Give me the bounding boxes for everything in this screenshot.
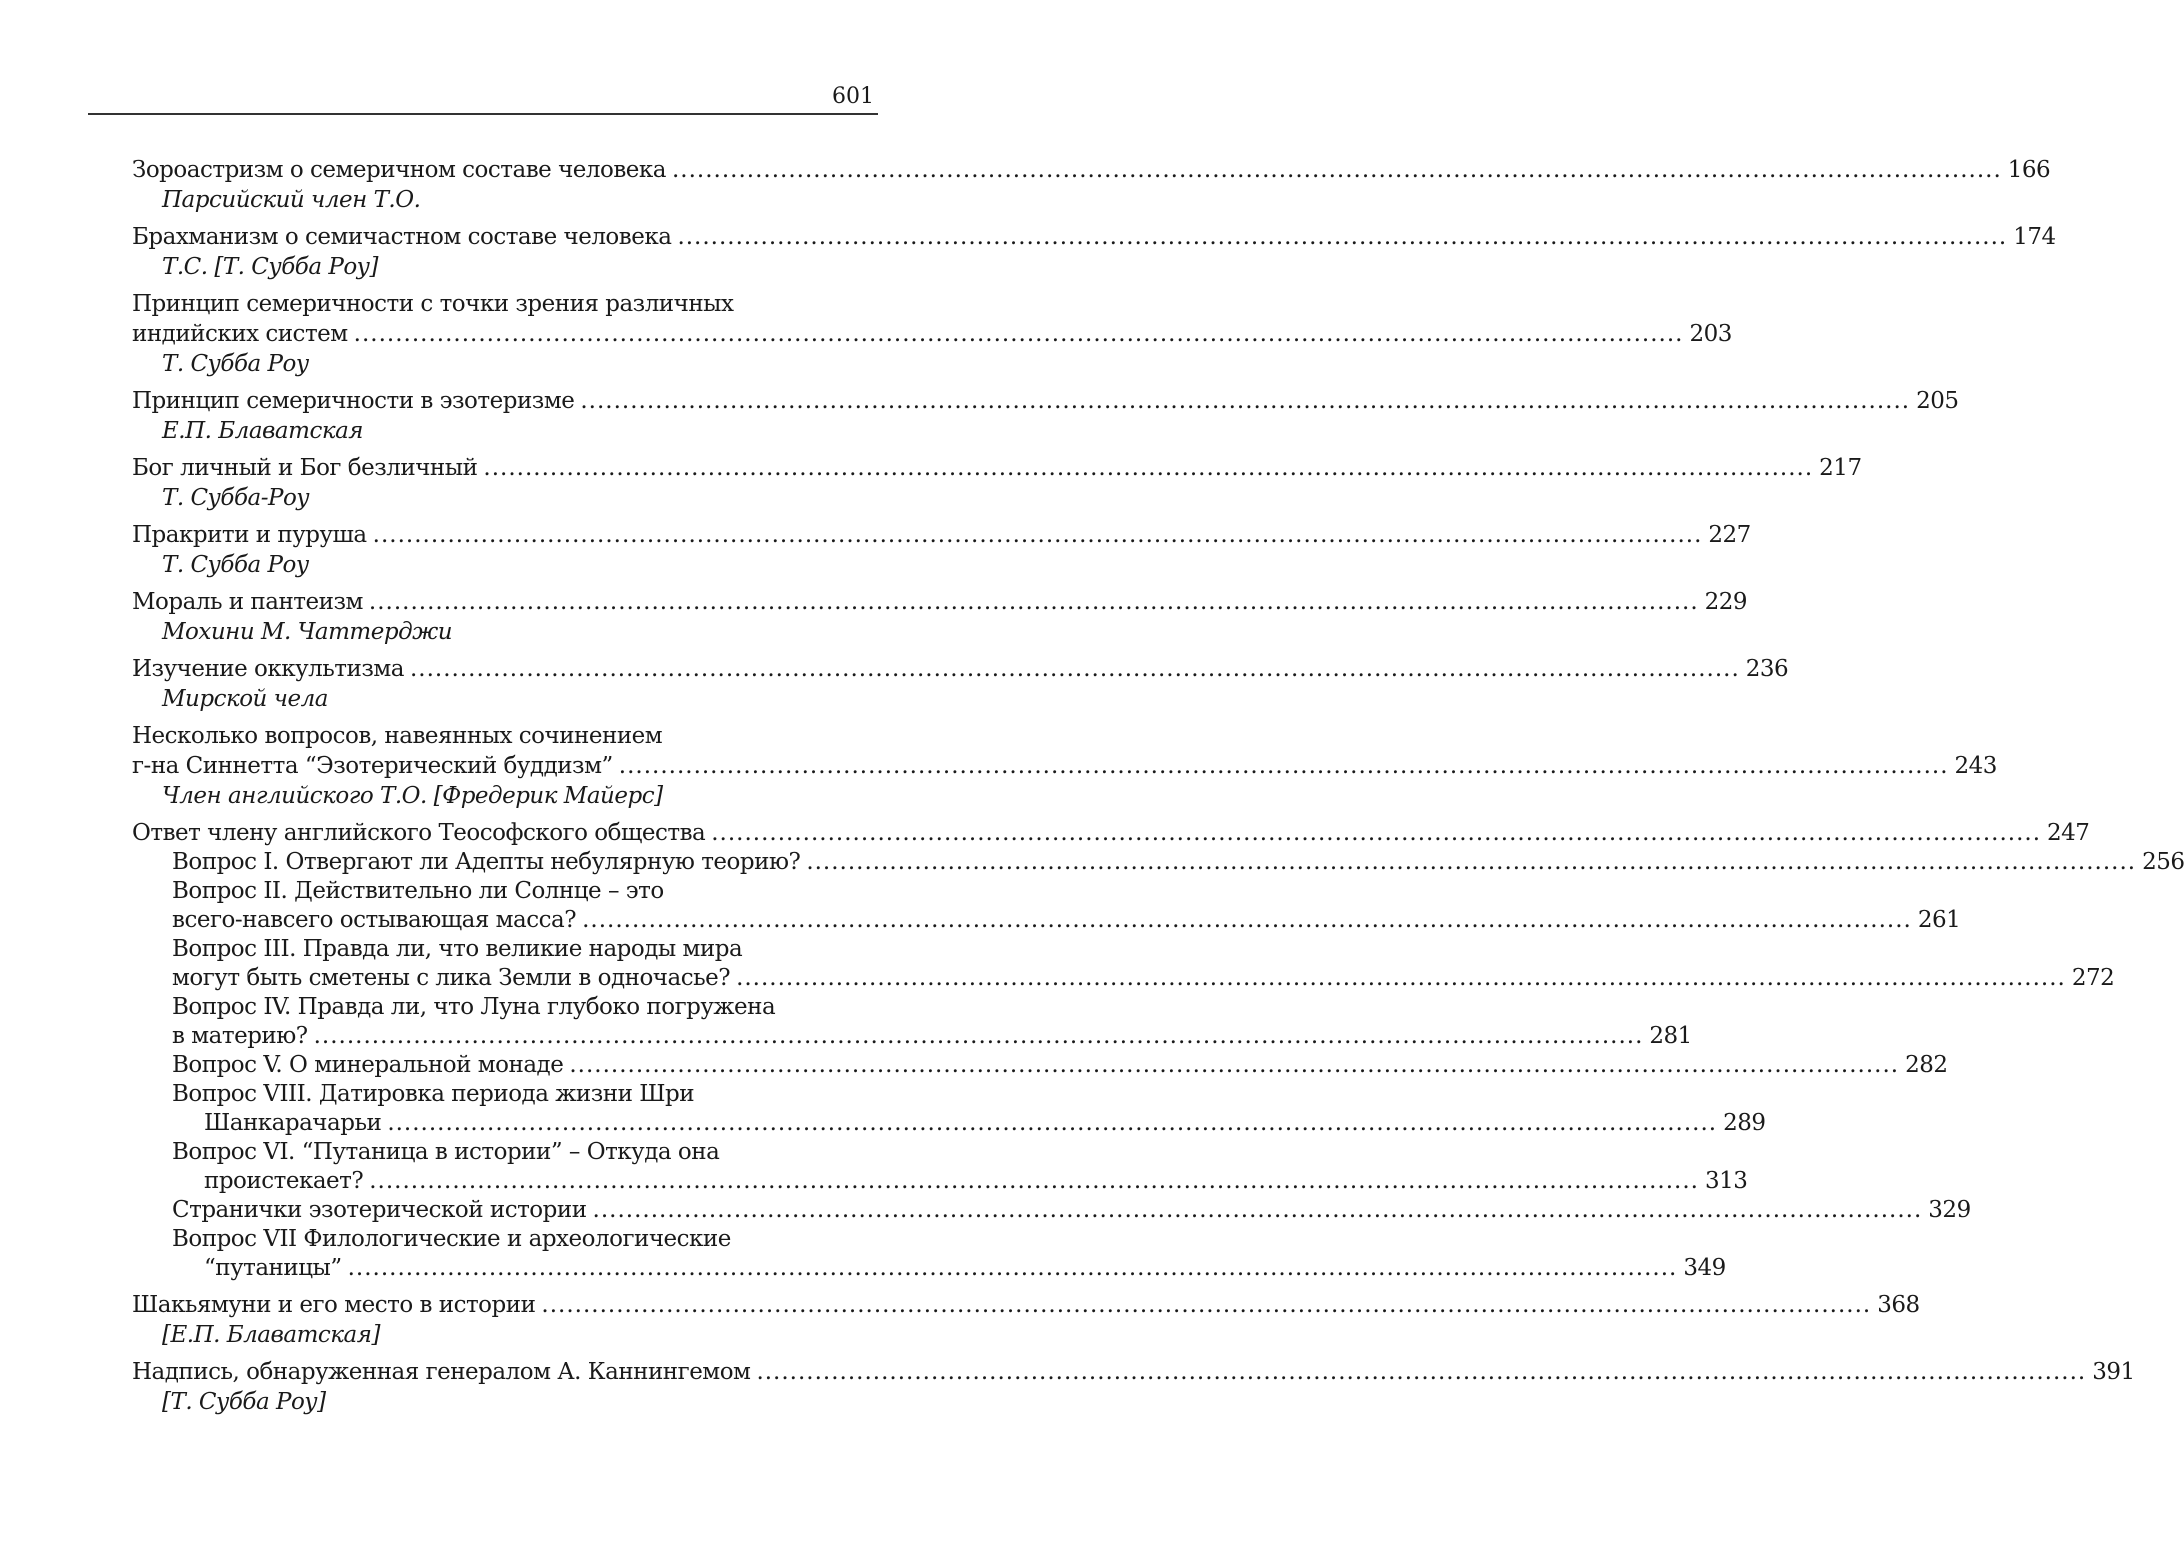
dot-leader <box>736 964 2066 993</box>
toc-entry-line <box>172 906 1961 935</box>
toc-entry-page: 203 <box>1689 321 1732 347</box>
toc-entry-title: Изучение оккультизма <box>132 656 404 682</box>
toc-subentry <box>132 1080 1766 1138</box>
table-of-contents <box>132 155 2184 1424</box>
toc-entry-line <box>132 222 2056 252</box>
toc-entry-page: 289 <box>1723 1110 1766 1136</box>
toc-entry-line <box>132 386 1959 416</box>
toc-entry-title: индийских систем <box>132 321 348 347</box>
toc-entry-title: всего-навсего остывающая масса? <box>172 907 577 933</box>
toc-entry-title-line <box>172 877 876 906</box>
toc-entry-page: 227 <box>1708 522 1751 548</box>
dot-leader <box>619 751 1949 781</box>
toc-entry-title: Странички эзотерической истории <box>172 1197 587 1223</box>
dot-leader <box>756 1357 2086 1387</box>
toc-entry-line <box>172 1109 1766 1138</box>
page-number: 601 <box>832 84 874 109</box>
toc-entry <box>132 155 2051 215</box>
toc-entry-author: Мохини М. Чаттерджи <box>162 619 453 645</box>
toc-entry-title: Надпись, обнаруженная генералом А. Каннингемом <box>132 1359 751 1385</box>
toc-entry-author: Мирской чела <box>162 686 328 712</box>
toc-entry-line <box>132 1357 2135 1387</box>
toc-entry-page: 391 <box>2092 1359 2135 1385</box>
toc-entry-page: 205 <box>1916 388 1959 414</box>
toc-entry-page: 166 <box>2007 157 2051 183</box>
toc-subentry <box>132 1138 1748 1196</box>
toc-entry-title: Пракрити и пуруша <box>132 522 367 548</box>
dot-leader <box>569 1051 1899 1080</box>
toc-entry-author: Е.П. Блаватская <box>162 418 364 444</box>
toc-entry-page: 229 <box>1704 589 1748 615</box>
toc-entry-page: 282 <box>1905 1052 1948 1078</box>
toc-entry-title-line <box>132 721 876 751</box>
toc-entry-line <box>172 848 2184 877</box>
toc-entry <box>132 818 2090 848</box>
toc-entry-line <box>172 1051 1948 1080</box>
toc-entry-line <box>132 1290 1920 1320</box>
toc-entry-page: 313 <box>1704 1168 1748 1194</box>
toc-entry <box>132 386 1959 446</box>
toc-entry-page: 217 <box>1819 455 1862 481</box>
toc-entry-title: Вопрос VIII. Датировка периода жизни Шри <box>172 1081 695 1107</box>
toc-subentry <box>132 993 1692 1051</box>
toc-entry-author: Член английского Т.О. [Фредерик Майерс] <box>162 783 663 809</box>
toc-entry-title: Шакьямуни и его место в истории <box>132 1292 536 1318</box>
toc-entry-line <box>132 751 1997 781</box>
toc-entry-page: 247 <box>2047 820 2090 846</box>
toc-entry-line <box>172 1196 1971 1225</box>
toc-entry-page: 174 <box>2013 224 2056 250</box>
dot-leader <box>672 155 2002 185</box>
toc-entry-title-line <box>172 1225 876 1254</box>
toc-entry <box>132 520 1751 580</box>
toc-entry-title: Вопрос VI. “Путаница в истории” – Откуда она <box>172 1139 720 1165</box>
toc-entry-author: [Т. Субба Роу] <box>162 1389 326 1415</box>
toc-entry-author: Т. Субба Роу <box>162 552 309 578</box>
toc-entry-author: [Е.П. Блаватская] <box>162 1322 380 1348</box>
toc-entry-title: г-на Синнетта “Эзотерический буддизм” <box>132 753 613 779</box>
toc-entry-title: Вопрос V. О минеральной монаде <box>172 1052 564 1078</box>
toc-entry-page: 236 <box>1745 656 1789 682</box>
toc-entry-title-line <box>172 1138 876 1167</box>
toc-subentry <box>132 1225 1726 1283</box>
toc-entry-title: Бог личный и Бог безличный <box>132 455 478 481</box>
toc-entry-title: Вопрос IV. Правда ли, что Луна глубоко погружена <box>172 994 776 1020</box>
toc-entry-line <box>132 319 1732 349</box>
toc-entry-line <box>132 587 1748 617</box>
toc-entry-title: Принцип семеричности с точки зрения различных <box>132 291 734 317</box>
toc-entry-page: 272 <box>2071 965 2115 991</box>
toc-subentry <box>132 877 1961 935</box>
dot-leader <box>410 654 1740 684</box>
toc-entry-page: 368 <box>1877 1292 1920 1318</box>
toc-entry-line <box>172 1022 1692 1051</box>
toc-subentry <box>132 1051 1948 1080</box>
toc-entry-title: “путаницы” <box>204 1255 342 1281</box>
toc-entry-title: Принцип семеричности в эзотеризме <box>132 388 575 414</box>
toc-entry-title: Вопрос III. Правда ли, что великие народы мира <box>172 936 743 962</box>
toc-entry-line <box>172 1254 1726 1283</box>
toc-subentry <box>132 1196 1971 1225</box>
toc-entry-title-line <box>172 1080 876 1109</box>
toc-entry-title-line <box>172 993 876 1022</box>
toc-entry-line <box>132 818 2090 848</box>
toc-entry-line <box>172 964 2115 993</box>
toc-entry <box>132 1357 2135 1417</box>
dot-leader <box>314 1022 1644 1051</box>
toc-entry-title: Ответ члену английского Теософского общества <box>132 820 706 846</box>
toc-entry-title: в материю? <box>172 1023 308 1049</box>
dot-leader <box>711 818 2041 848</box>
toc-entry-title: Вопрос II. Действительно ли Солнце – это <box>172 878 664 904</box>
toc-entry <box>132 721 1997 811</box>
toc-entry-line <box>132 520 1751 550</box>
toc-entry-title: Зороастризм о семеричном составе человека <box>132 157 666 183</box>
dot-leader <box>483 453 1813 483</box>
toc-entry <box>132 222 2056 282</box>
dot-leader <box>348 1254 1678 1283</box>
toc-entry-title: Мораль и пантеизм <box>132 589 363 615</box>
dot-leader <box>593 1196 1923 1225</box>
toc-entry-title: Вопрос I. Отвергают ли Адепты небулярную теорию? <box>172 849 801 875</box>
toc-entry-line <box>132 654 1789 684</box>
toc-entry-title: Брахманизм о семичастном составе человека <box>132 224 672 250</box>
toc-entry-author: Т. Субба-Роу <box>162 485 310 511</box>
toc-entry-page: 243 <box>1954 753 1997 779</box>
dot-leader <box>369 1167 1699 1196</box>
dot-leader <box>580 386 1910 416</box>
toc-entry-title: Шанкарачарьи <box>204 1110 382 1136</box>
toc-entry-line <box>172 1167 1748 1196</box>
toc-subentry <box>132 848 2184 877</box>
toc-entry <box>132 453 1862 513</box>
toc-entry-title: Вопрос VII Филологические и археологические <box>172 1226 731 1252</box>
toc-entry-title-line <box>172 935 876 964</box>
dot-leader <box>806 848 2136 877</box>
toc-entry-author: Парсийский член Т.О. <box>162 187 421 213</box>
toc-entry-page: 281 <box>1649 1023 1692 1049</box>
toc-entry-title: могут быть сметены с лика Земли в одночасье? <box>172 965 731 991</box>
toc-subentry <box>132 935 2115 993</box>
header-rule <box>88 113 878 115</box>
dot-leader <box>369 587 1699 617</box>
toc-entry <box>132 654 1789 714</box>
toc-entry-title: проистекает? <box>204 1168 364 1194</box>
dot-leader <box>387 1109 1717 1138</box>
toc-entry-author: Т. Субба Роу <box>162 351 309 377</box>
dot-leader <box>373 520 1703 550</box>
dot-leader <box>541 1290 1871 1320</box>
toc-entry <box>132 587 1748 647</box>
toc-entry <box>132 1290 1920 1350</box>
toc-entry-line <box>132 453 1862 483</box>
toc-entry-page: 349 <box>1683 1255 1726 1281</box>
dot-leader <box>677 222 2007 252</box>
dot-leader <box>582 906 1912 935</box>
toc-entry <box>132 289 1732 379</box>
toc-entry-page: 256 <box>2142 849 2184 875</box>
dot-leader <box>354 319 1684 349</box>
toc-entry-page: 261 <box>1917 907 1961 933</box>
toc-entry-title: Несколько вопросов, навеянных сочинением <box>132 723 663 749</box>
toc-subentry-list <box>132 848 2184 1283</box>
toc-entry-line <box>132 155 2051 185</box>
toc-entry-author: Т.С. [Т. Субба Роу] <box>162 254 378 280</box>
toc-entry-title-line <box>132 289 876 319</box>
toc-entry-page: 329 <box>1928 1197 1971 1223</box>
